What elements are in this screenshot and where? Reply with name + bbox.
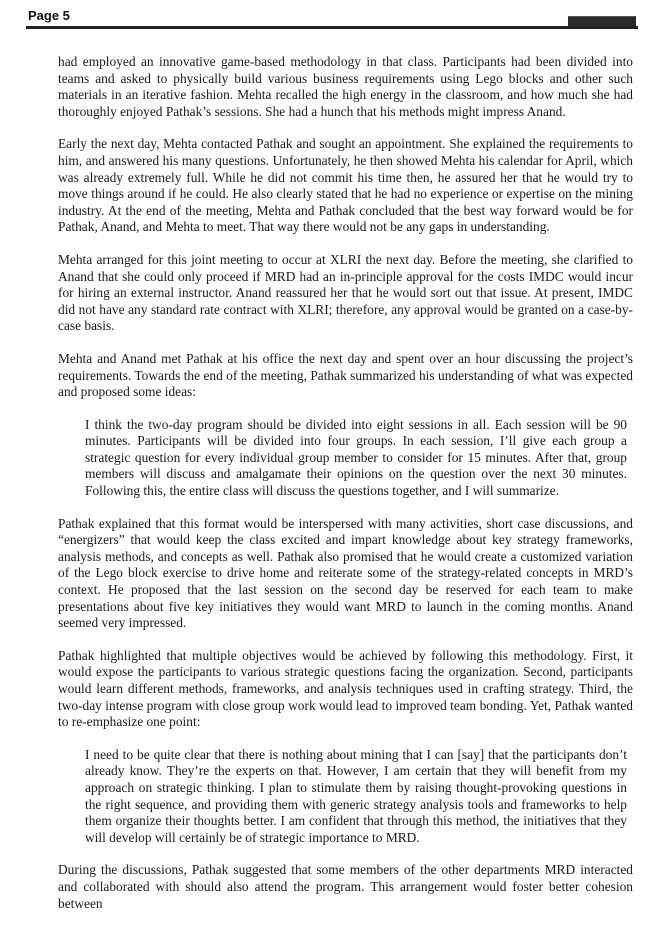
paragraph-3: Mehta arranged for this joint meeting to occur at XLRI the next day. Before the meeting, she clarified to Anand that she could only proceed if MRD had an in-principle approval for the costs IMDC would incur for hiring an external instructor. Anand reassured her that he would sort out that issue. At present, IMDC did not have any standard rate contract with XLRI; therefore, any approval would be granted on a case-by-case basis. [58, 251, 633, 334]
paragraph-4: Mehta and Anand met Pathak at his office the next day and spent over an hour discussing the project’s requirements. Towards the end of the meeting, Pathak summarized his understanding of what was expected and proposed some ideas: [58, 350, 633, 400]
paragraph-1: had employed an innovative game-based methodology in that class. Participants had been divided into teams and asked to physically build various business requirements using Lego blocks and other such materials in an iterative fashion. Mehta recalled the high energy in the classroom, and how much she had thoroughly enjoyed Pathak’s sessions. She had a hunch that his methods might impress Anand. [58, 54, 633, 119]
block-quote-2: I need to be quite clear that there is nothing about mining that I can [say] that the participants don’t already know. They’re the experts on that. However, I am certain that they will benefit from my approach on strategic thinking. I plan to stimulate them by raising thought-provoking questions in the right sequence, and providing them with generic strategy analysis tools and frameworks to help them organize their thoughts better. I am confident that through this method, the initiatives that they will develop will certainly be of strategic importance to MRD. [85, 746, 627, 845]
page-header [26, 8, 638, 32]
page-number: Page 5 [28, 8, 70, 23]
paragraph-7: During the discussions, Pathak suggested that some members of the other departments MRD interacted and collaborated with should also attend the program. This arrangement would foster better cohesion between [58, 862, 633, 911]
paragraph-6: Pathak highlighted that multiple objectives would be achieved by following this methodology. First, it would expose the participants to various strategic questions facing the organization. Second, participants would learn different methods, frameworks, and analysis techniques used in crafting strategy. Third, the two-day intense program with close group work would lead to improved team bonding. Yet, Pathak wanted to re-emphasize one point: [58, 647, 633, 730]
header-rule [26, 26, 638, 29]
block-quote-1: I think the two-day program should be divided into eight sessions in all. Each session will be 90 minutes. Participants will be divided into four groups. In each session, I’ll give each group a strategic question for every individual group member to consider for 15 minutes. After that, group members will discuss and amalgamate their opinions on the question over the next 30 minutes. Following this, the entire class will discuss the questions together, and I will summarize. [85, 416, 627, 499]
document-body [58, 54, 633, 928]
paragraph-2: Early the next day, Mehta contacted Pathak and sought an appointment. She explained the requirements to him, and answered his many questions. Unfortunately, he then showed Mehta his calendar for April, which was already extremely full. While he did not commit his time then, he assured her that he would try to move things around if he could. He also clearly stated that he had no experience or expertise on the mining industry. At the end of the meeting, Mehta and Pathak concluded that the best way forward would be for Pathak, Anand, and Mehta to meet. That way there would not be any gaps in understanding. [58, 136, 633, 235]
paragraph-5: Pathak explained that this format would be interspersed with many activities, short case discussions, and “energizers” that would keep the class excited and impart knowledge about key strategy frameworks, analysis methods, and concepts as well. Pathak also promised that he would create a customized variation of the Lego block exercise to drive home and reiterate some of the strategy-related concepts in MRD’s context. He proposed that the last session on the second day be reserved for each team to make presentations about five key initiatives they would want MRD to launch in the coming months. Anand seemed very impressed. [58, 515, 633, 631]
